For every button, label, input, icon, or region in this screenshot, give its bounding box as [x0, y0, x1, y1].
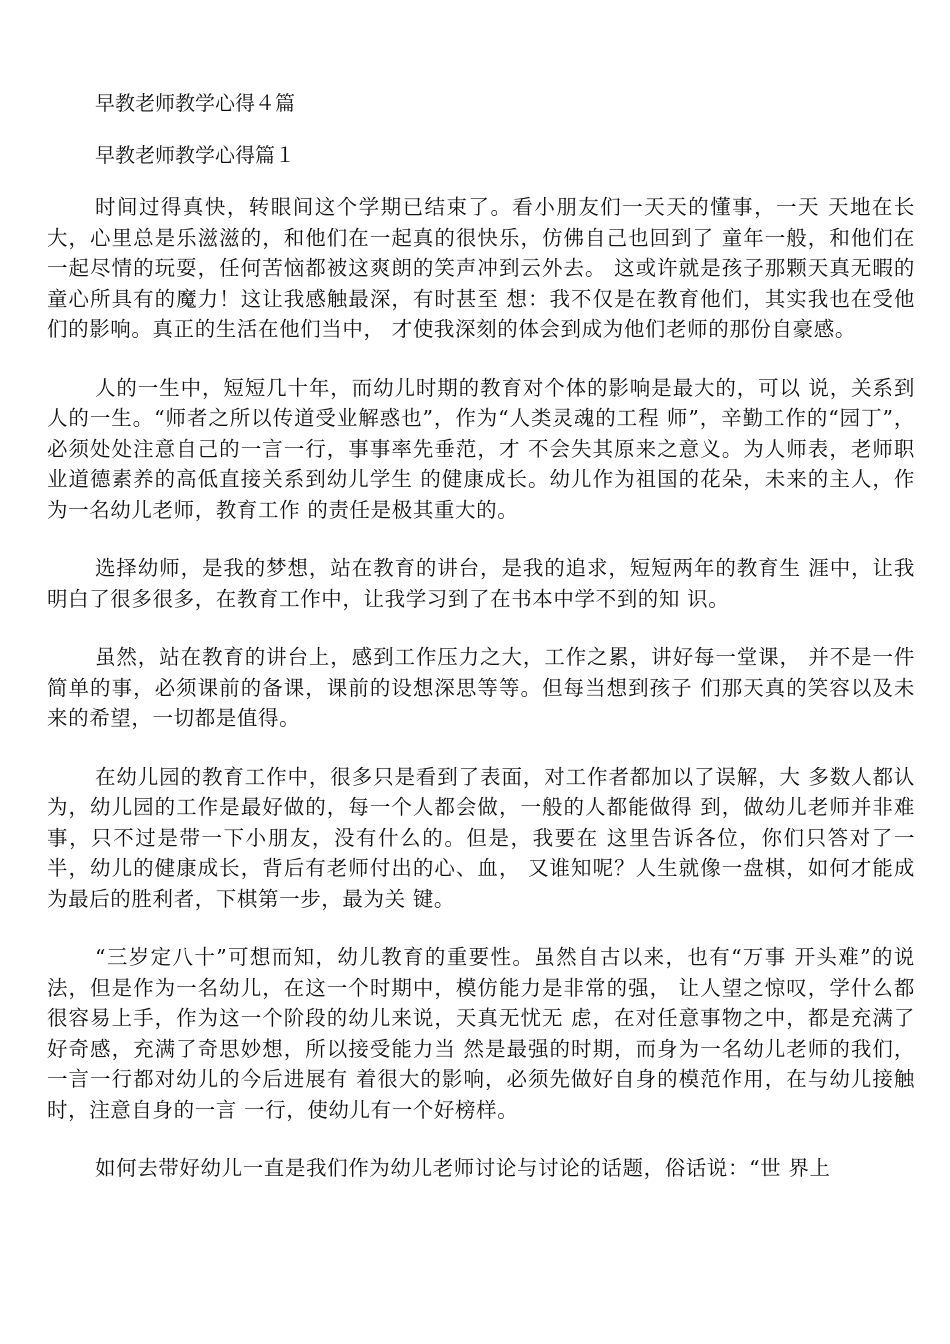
- document-page: [47, 88, 915, 1212]
- paragraph-1: 时间过得真快，转眼间这个学期已结束了。看小朋友们一天天的懂事，一天 天地在长大，心里总是乐滋滋的，和他们在一起真的很快乐，仿佛自己也回到了 童年一般，和他们在一起尽情的玩耍，任何苦恼都被这爽朗的笑声冲到云外去。 这或许就是孩子那颗天真无暇的童心所具有的魔力！这让我感触最深，有时甚至 想：我不仅是在教育他们，其实我也在受他们的影响。真正的生活在他们当中， 才使我深刻的体会到成为他们老师的那份自豪感。: [47, 195, 915, 341]
- paragraph-5: 在幼儿园的教育工作中，很多只是看到了表面，对工作者都加以了误解，大 多数人都认为，幼儿园的工作是最好做的，每一个人都会做，一般的人都能做得 到，做幼儿老师并非难事，只不过是带一下小朋友，没有什么的。但是，我要在 这里告诉各位，你们只答对了一半，幼儿的健康成长，背后有老师付出的心、血， 又谁知呢？人生就像一盘棋，如何才能成为最后的胜利者，下棋第一步，最为关 键。: [47, 764, 915, 911]
- document-title: 早教老师教学心得４篇: [95, 91, 295, 115]
- paragraph-6: “三岁定八十”可想而知，幼儿教育的重要性。虽然自古以来，也有“万事 开头难”的说法，但是作为一名幼儿，在这一个时期中，模仿能力是非常的强， 让人望之惊叹，学什么都很容易上手，作为这一个阶段的幼儿来说，天真无忧无 虑，在对任意事物之中，都是充满了好奇感，充满了奇思妙想，所以接受能力当 然是最强的时期，而身为一名幼儿老师的我们，一言一行都对幼儿的今后进展有 着很大的影响，必须先做好自身的模范作用，在与幼儿接触时，注意自身的一言 一行，使幼儿有一个好榜样。: [47, 945, 915, 1122]
- section-title: 早教老师教学心得篇１: [95, 143, 295, 167]
- paragraph-7: 如何去带好幼儿一直是我们作为幼儿老师讨论与讨论的话题，俗话说：“世 界上: [95, 1156, 831, 1180]
- paragraph-3: 选择幼师，是我的梦想，站在教育的讲台，是我的追求，短短两年的教育生 涯中，让我明白了很多很多，在教育工作中，让我学习到了在书本中学不到的知 识。: [47, 556, 915, 611]
- paragraph-2: 人的一生中，短短几十年，而幼儿时期的教育对个体的影响是最大的，可以 说，关系到人的一生。“师者之所以传道受业解惑也”，作为“人类灵魂的工程 师”，辛勤工作的“园丁”，必须处处注意自己的一言一行，事事率先垂范，才 不会失其原来之意义。为人师表，老师职业道德素养的高低直接关系到幼儿学生 的健康成长。幼儿作为祖国的花朵，未来的主人，作为一名幼儿老师，教育工作 的责任是极其重大的。: [47, 375, 915, 522]
- paragraph-4: 虽然，站在教育的讲台上，感到工作压力之大，工作之累，讲好每一堂课， 并不是一件简单的事，必须课前的备课，课前的设想深思等等。但每当想到孩子 们那天真的笑容以及未来的希望，一切都是值得。: [47, 645, 915, 730]
